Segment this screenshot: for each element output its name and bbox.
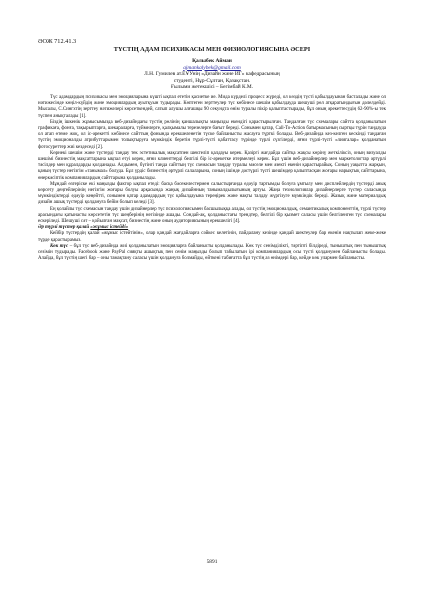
body-paragraph-3: Көрнекі шешім және түстерді таңдау тек эстетикалық мақсатпен шектеліп қалдауы керек. Қазіргі жағдайда сайтқа жақсы көрінү жеткіліксіз, оның визуалды шешімі бизнестің мақсаттарына ықпал етуі керек, яғни клиенттерді белгілі бір іс-әрекетке итермелеуі керек. Бұл үшін веб-дизайнерлер мен маркетологтар әртүрлі тәсілдер мен құралдарды қолданады. Алдымен, бүгінгі таңда сайттың түс схемасын таңдау туралы мәселе мен әзекті екенін қарастырайық. Соның уақытта жарқын, қаның түстер негізгім «танымал» болуда. Бұл үрдіс бизнестің әртүрлі салаларына, соның ішінде дәстүрлі түсті шешімдер қалыптасқан жоғары нарықтық сайттарына, өнеркәсіптік компаниялардың сайттарына қолданылады. <box>38 150 386 181</box>
paper-title: ТҮСТІҢ АДАМ ПСИХИКАСЫ МЕН ФИЗИОЛОГИЯСЫНА ӘСЕРІ <box>113 46 311 53</box>
body-paragraph-7 <box>38 244 386 263</box>
subheading-underlined: «жұмыс істейді» <box>90 225 129 231</box>
page-number: 5891 <box>206 559 218 565</box>
affiliation-line-1: Л.Н. Гумилев ат.ЕҰУнің «Дизайн және ИГ» кафедрасының <box>144 71 280 78</box>
author-email-link[interactable]: ajmankalybek@gmail.com <box>183 64 241 71</box>
author-name: Қалыбек Айман <box>192 58 232 64</box>
supervisor-line: Ғылыми жетекшісі – Бегімбай К.М. <box>170 84 254 91</box>
affiliation-line-2: студенті, Нұр-Сұлтан, Қазақстан. <box>173 77 251 84</box>
udc-code: ӘОЖ 712.41.3 <box>38 38 77 45</box>
subheading-text: Әр түрлі түстер қалай <box>38 225 91 231</box>
blue-color-description: – бұл түс веб-дизайнда жиі қолданылатын эмоцияларға байланысты қолданылады. Көк түс сенімділікті, тәртіпті білдіреді, тыныштық пен тыныштық сезімін тудырады. Facebook және PayPal сияқты ашықтық пен сенім маңызды болып табылатын ірі компаниялардың осы түсті қолданумен байланысты болады. Алайда, бұл түстің шегі бар – оны тамақтану саласы үшін қолдануға болмайды, өйткені табиғатта бұл түстің аз өнімдері бар, кейде көк улармен байланысты. <box>38 243 386 262</box>
author-block <box>38 58 386 91</box>
body-paragraph-6: Кейбір түстердің қалай «жұмыс істейтінін», олар қандай жағдайларға сәйкес келетінін, пайдалану кезінде қандай шектеулер бар екенін нақтылап жеке-жеке түрде қарастырамыз. <box>38 231 386 243</box>
body-paragraph-4: Мұндай өзгеріске екі маңызды фактор ықпал етеді: басқа бәсекелестермен салыстырғанда едәуір тартымды болуға ұмтылу мен дисплейлердің түстерді анық көрсету деңгейлерінің негізгім жоғары болуы арқасында жаңық дизайнның танымалдылығының артуы. Жаңа технологиялар дизайнерлерге түстер саласында мүмкіндіктерді едәуір кеңейтті, сонымен қатар адамдардың түс қабылдауына тереңірек және нақты талдау жүргізуге мүмкіндік береді. Жазық және материалдық дизайн ашық түстерді қолдануға бейім болып келеді [3]. <box>38 181 386 206</box>
blue-color-term: Көк түс <box>50 243 69 249</box>
body-paragraph-1: Түс адамдардың психикасы мен эмоцияларына күшті ықпал ететін қасиетке ие. Мида күрделі процесс жүреді, ол көздің түсті қабылдауынан басталады және ол нәтижесінде көңіл-күйдің және эмоциялардың ауытқуын тудырады. Көптеген зерттеулер түс көбінесе шешім қабылдауда шешуші рөл атқаратындығын дәлелдейді. Мысалы, С.Сингхтің зерттеу нәтижелері көрсеткендей, сатып алушы алғашқы 90 секундта өнім туралы пікір қалыптастырады, бұл оның әрекеттесудің 62-90%-ы тек түспен анықталады [1]. <box>38 94 386 119</box>
body-paragraph-5: Ең қолайлы түс схемасын таңдау үшін дизайнерлер түс психологиясымен басшылыққа алады, ол түстің эмоционалдық, семантикалық компоненттің, түрлі түстер арасындағы қатынасты көрсететін түс шеңберінің негізінде ашады. Сондай-ақ, қолданыстағы трендтер, белгілі бір қызмет саласы үшін белгіленген түс схемалары ескеріледі. Шешуші сәт – қойылған мақсат, бизнестің және оның аудиториясының ерекшелігі [4]. <box>38 206 386 225</box>
body-paragraph-2: Біздің ішкенік жұмысымызда веб-дизайндағы түстің рөлінің қаншалықты маңызды екендігі қарастырылған. Таңдалған түс схемалары сайтта қолданылатын графикаға, фонға, тақырыптарға, шекараларға, түймелерге, қалқымалы терезелерге бағыт береді. Сонымен қатар, Call-To-Action батырмасының сыртқы түрін таңдауда ол атап өтеме жоқ, ол іс-әрекетті көбінесе сайттың фонында ерекшеленетін түске байланысты жасауға түрткі болады. Веб-дизайнда кез-келген кескінді таңдаған түстің эмоционалды атрибуттарымен толықтыруға мүмкіндік беретін түрлі-түсті қабаттасу түрінде түрлі сүзгілерді, яғни түрлі-түсті «лиигалар» қолданатын фотосуреттер жиі кездеседі [2]. <box>38 119 386 150</box>
